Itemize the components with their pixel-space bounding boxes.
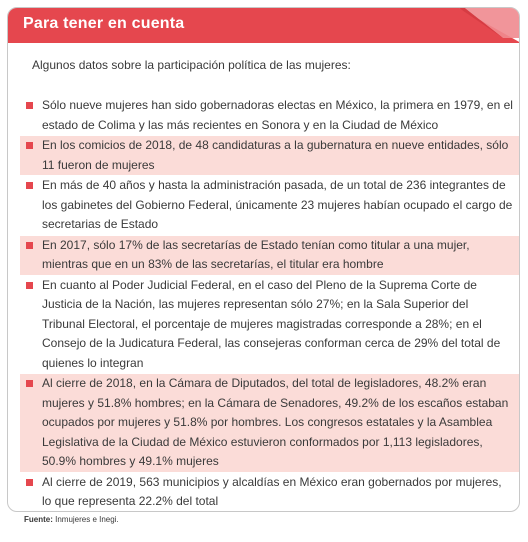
card-header [8,8,520,43]
list-item-text: En 2017, sólo 17% de las secretarías de Estado tenían como titular a una mujer, mientras que en un 83% de las secretarías, el titular era hombre [42,237,470,271]
bullet-square-icon [26,479,33,486]
bullet-square-icon [26,142,33,149]
bullet-square-icon [26,242,33,249]
bullet-square-icon [26,380,33,387]
source-note [24,515,119,524]
list-item [20,276,520,374]
facts-list [20,96,520,512]
source-label: Fuente: [24,515,53,524]
list-item-text: Al cierre de 2019, 563 municipios y alcaldías en México eran gobernados por mujeres, lo que representa 22.2% del total [42,474,502,508]
list-item [20,176,520,235]
list-item [20,236,520,275]
header-title: Para tener en cuenta [23,15,185,32]
list-item-text: Sólo nueve mujeres han sido gobernadoras electas en México, la primera en 1979, en el estado de Colima y las más recientes en Sonora y en la Ciudad de México [42,98,513,132]
list-item-text: Al cierre de 2018, en la Cámara de Diputados, del total de legisladores, 48.2% eran mujeres y 51.8% hombres; en la Cámara de Senadores, 49.2% de los escaños estaban ocupados por mujeres y 51.8% por hombres. Los congresos estatales y la Asamblea Legislativa de la Ciudad de México estuvieron conformados por 1,113 legisladores, 50.9% hombres y 49.1% mujeres [42,376,509,468]
list-item-text: En más de 40 años y hasta la administración pasada, de un total de 236 integrantes de los gabinetes del Gobierno Federal, únicamente 23 mujeres habían ocupado el cargo de secretarias de Estado [42,178,513,231]
list-item-text: En cuanto al Poder Judicial Federal, en el caso del Pleno de la Suprema Corte de Justicia de la Nación, las mujeres representan sólo 27%; en la Sala Superior del Tribunal Electoral, el porcentaje de mujeres magistradas corresponde a 28%; en el Consejo de la Judicatura Federal, las consejeras conforman cerca de 29% del total de quienes lo integran [42,277,501,370]
bullet-square-icon [26,102,33,109]
list-item [20,136,520,175]
info-card [7,7,520,512]
intro-text: Algunos datos sobre la participación política de las mujeres: [32,58,351,72]
page-fold-icon [459,8,520,43]
list-item [20,96,520,135]
list-item-text: En los comicios de 2018, de 48 candidaturas a la gubernatura en nueve entidades, sólo 11 fueron de mujeres [42,138,509,172]
bullet-square-icon [26,182,33,189]
list-item [20,473,520,512]
list-item [20,374,520,472]
bullet-square-icon [26,282,33,289]
source-text: Inmujeres e Inegi. [52,515,119,524]
